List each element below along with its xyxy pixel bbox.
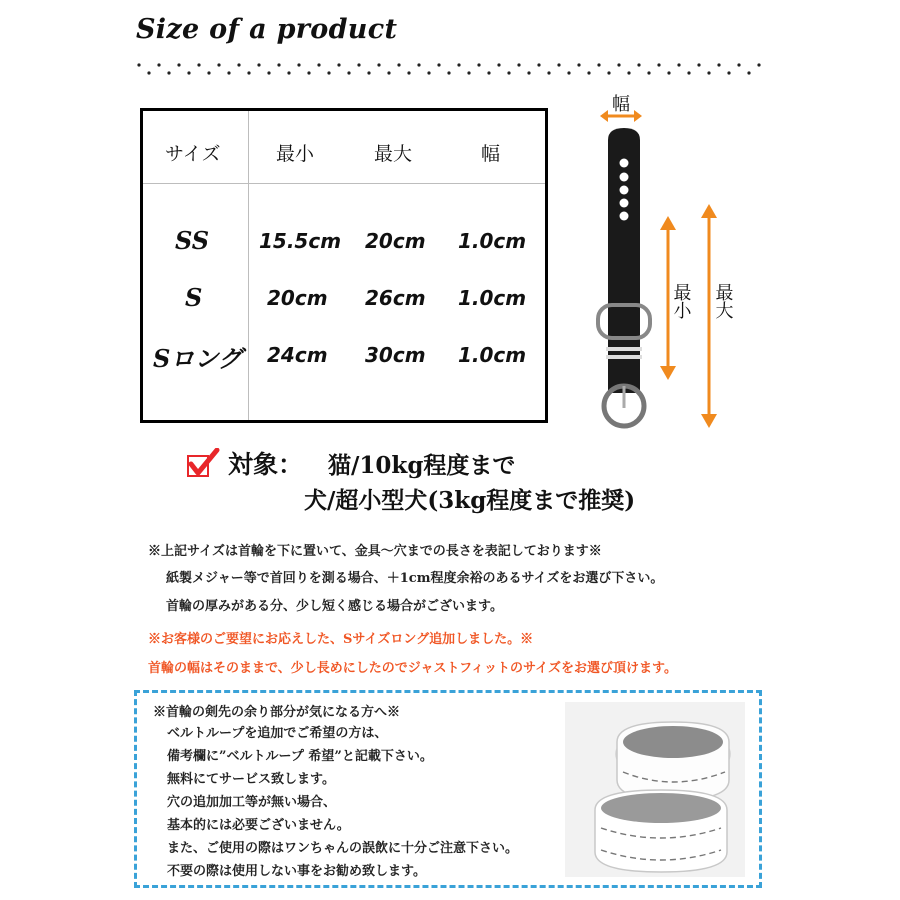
collar-size-diagram bbox=[580, 88, 740, 433]
row-max: 30cm bbox=[365, 343, 426, 367]
notice-line: ※お客様のご要望にお応えした、Sサイズロング追加しました。※ bbox=[148, 632, 534, 647]
page-title: Size of a product bbox=[136, 14, 398, 45]
header-divider bbox=[143, 183, 545, 184]
red-check-icon bbox=[186, 448, 220, 478]
belt-loop-line: ベルトループを追加でご希望の方は、 bbox=[167, 726, 388, 741]
table-header-row bbox=[143, 111, 545, 183]
max-label: 最大 bbox=[712, 283, 734, 319]
row-width: 1.0cm bbox=[458, 343, 527, 367]
row-min: 24cm bbox=[267, 343, 328, 367]
header-max: 最大 bbox=[374, 143, 413, 165]
row-min: 20cm bbox=[267, 286, 328, 310]
row-min: 15.5cm bbox=[259, 229, 342, 253]
column-divider bbox=[248, 111, 249, 420]
note-line: 紙製メジャー等で首回りを測る場合、＋1cm程度余裕のあるサイズをお選び下さい。 bbox=[166, 571, 664, 586]
min-label: 最小 bbox=[670, 283, 692, 319]
width-label: 幅 bbox=[612, 94, 630, 115]
belt-loop-photo bbox=[565, 702, 745, 877]
notice-line: 首輪の幅はそのままで、少し長めにしたのでジャストフィットのサイズをお選び頂けます。 bbox=[148, 661, 677, 676]
belt-loop-line: 基本的には必要ございません。 bbox=[167, 818, 350, 833]
target-label: 対象： bbox=[228, 450, 304, 479]
dotted-divider bbox=[136, 60, 764, 78]
collar-strap bbox=[598, 128, 650, 426]
header-size: サイズ bbox=[165, 143, 221, 165]
belt-loop-line: 備考欄に”ベルトループ 希望”と記載下さい。 bbox=[167, 749, 433, 764]
row-size-label: S bbox=[185, 283, 203, 312]
note-line: 首輪の厚みがある分、少し短く感じる場合がございます。 bbox=[166, 599, 503, 614]
belt-loop-line: 不要の際は使用しない事をお勧め致します。 bbox=[167, 864, 426, 879]
size-table bbox=[140, 108, 548, 423]
belt-loop-line: また、ご使用の際はワンちゃんの誤飲に十分ご注意下さい。 bbox=[167, 841, 519, 856]
target-cat: 猫/10kg程度まで bbox=[328, 452, 516, 479]
header-width: 幅 bbox=[481, 143, 501, 165]
belt-loop-line: ※首輪の剣先の余り部分が気になる方へ※ bbox=[153, 705, 401, 720]
row-width: 1.0cm bbox=[458, 229, 527, 253]
row-max: 20cm bbox=[365, 229, 426, 253]
belt-loop-line: 穴の追加加工等が無い場合、 bbox=[167, 795, 337, 810]
header-min: 最小 bbox=[276, 143, 315, 165]
target-dog: 犬/超小型犬(3kg程度まで推奨) bbox=[304, 487, 636, 514]
belt-loop-line: 無料にてサービス致します。 bbox=[167, 772, 335, 787]
row-max: 26cm bbox=[365, 286, 426, 310]
note-line: ※上記サイズは首輪を下に置いて、金具～穴までの長さを表記しております※ bbox=[148, 544, 602, 559]
row-size-label: SS bbox=[175, 226, 210, 255]
row-width: 1.0cm bbox=[458, 286, 527, 310]
row-size-label: Sロング bbox=[153, 344, 242, 373]
